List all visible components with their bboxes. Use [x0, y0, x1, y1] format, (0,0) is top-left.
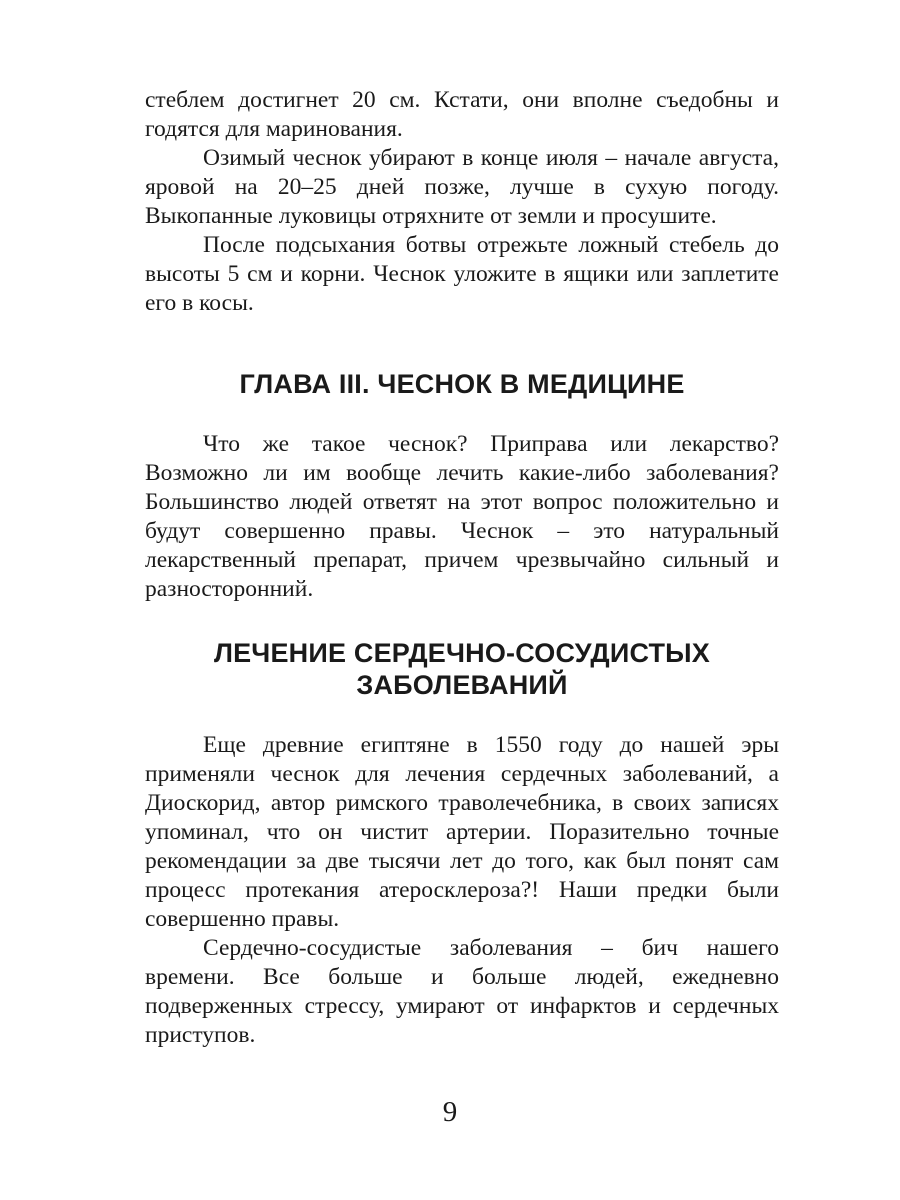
- paragraph-modern-disease: Сердечно-сосудистые заболевания – бич нашего времени. Все больше и больше людей, ежедневно подверженных стрессу, умирают от инфарктов и сердечных приступов.: [145, 935, 779, 1048]
- paragraph-harvest: Озимый чеснок убирают в конце июля – начале августа, яровой на 20–25 дней позже, лучше в сухую погоду. Выкопанные луковицы отряхните от земли и просушите.: [145, 145, 779, 229]
- paragraph-drying: После подсыхания ботвы отрежьте ложный стебель до высоты 5 см и корни. Чеснок уложите в ящики или заплетите его в косы.: [145, 232, 779, 316]
- paragraph-intro-medicine: Что же такое чеснок? Приправа или лекарство? Возможно ли им вообще лечить какие-либо заболевания? Большинство людей ответят на этот вопрос положительно и будут совершенно правы. Чеснок – это натуральный лекарственный препарат, причем чрезвычайно сильный и разносторонний.: [145, 431, 779, 602]
- section-heading-line1: ЛЕЧЕНИЕ СЕРДЕЧНО-СОСУДИСТЫХ: [213, 638, 711, 668]
- chapter-heading: ГЛАВА III. ЧЕСНОК В МЕДИЦИНЕ: [239, 369, 685, 399]
- page-body: [145, 86, 779, 1050]
- section-heading-line2: ЗАБОЛЕВАНИЙ: [356, 670, 568, 700]
- paragraph-history: Еще древние египтяне в 1550 году до нашей эры применяли чеснок для лечения сердечных заболеваний, а Диоскорид, автор римского траволечебника, в своих записях упоминал, что он чистит артерии. Поразительно точные рекомендации за две тысячи лет до того, как был понят сам процесс протекания атеросклероза?! Наши предки были совершенно правы.: [145, 732, 779, 932]
- page-number: 9: [442, 1096, 458, 1128]
- paragraph-continuation: стеблем достигнет 20 см. Кстати, они вполне съедобны и годятся для маринования.: [145, 87, 779, 142]
- section-heading: [145, 637, 779, 701]
